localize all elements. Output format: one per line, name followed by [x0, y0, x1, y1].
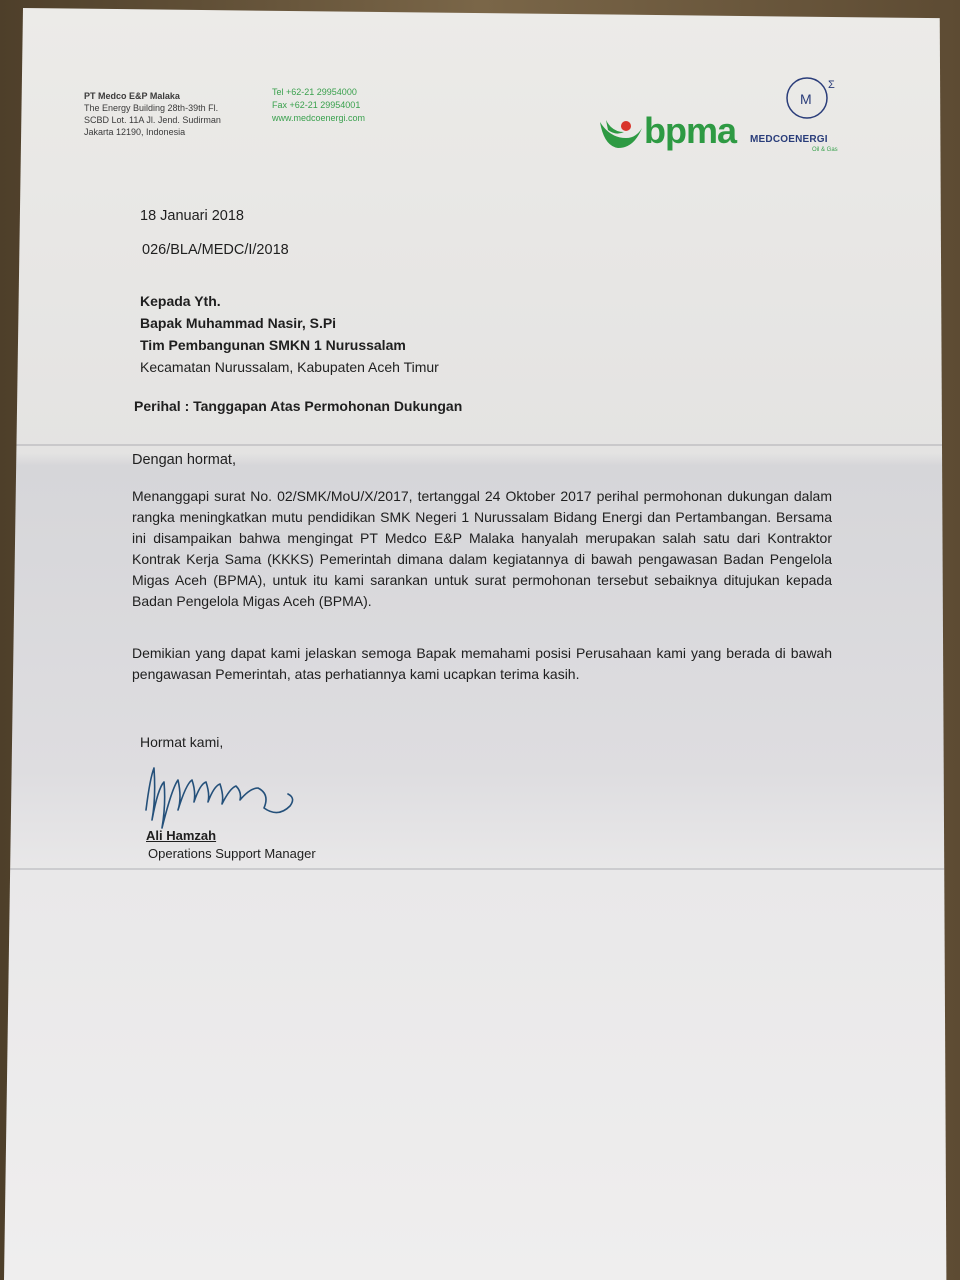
recipient-name: Bapak Muhammad Nasir, S.Pi	[140, 315, 337, 331]
phone-number: Tel +62-21 29954000	[272, 87, 357, 97]
address-line: SCBD Lot. 11A Jl. Jend. Sudirman	[84, 115, 221, 125]
medco-mark-letter: M	[800, 91, 812, 107]
letterhead-address	[84, 90, 221, 138]
medco-sigma-letter: Σ	[828, 79, 835, 91]
address-line: Jakarta 12190, Indonesia	[84, 127, 186, 137]
fax-number: Fax +62-21 29954001	[272, 100, 361, 110]
paper-fold-line	[4, 868, 954, 870]
recipient-team: Tim Pembangunan SMKN 1 Nurussalam	[140, 337, 406, 353]
recipient-block	[140, 290, 439, 378]
letterhead-contacts	[272, 86, 365, 125]
signer-title: Operations Support Manager	[148, 846, 316, 861]
medco-circle-icon	[750, 74, 860, 134]
bpma-wordmark: bpma	[644, 110, 737, 151]
bpma-swoosh-icon	[596, 108, 646, 154]
signer-name: Ali Hamzah	[146, 828, 217, 843]
recipient-to: Kepada Yth.	[140, 293, 221, 309]
handwritten-signature	[138, 758, 308, 838]
paper-fold-line	[4, 444, 954, 446]
website-link: www.medcoenergi.com	[272, 113, 366, 123]
medco-wordmark: MEDCOENERGI	[750, 134, 828, 145]
letter-subject: Perihal : Tanggapan Atas Permohonan Dukungan	[134, 398, 463, 414]
medcoenergi-logo	[750, 74, 860, 164]
letter-salutation: Dengan hormat,	[132, 452, 236, 468]
address-line: The Energy Building 28th-39th Fl.	[84, 103, 219, 113]
letter-closing: Hormat kami,	[140, 734, 224, 750]
letter-reference: 026/BLA/MEDC/I/2018	[142, 242, 289, 258]
letter-date: 18 Januari 2018	[140, 208, 244, 224]
recipient-location: Kecamatan Nurussalam, Kabupaten Aceh Timur	[140, 359, 439, 375]
letter-paragraph: Demikian yang dapat kami jelaskan semoga Bapak memahami posisi Perusahaan kami yang berada di bawah pengawasan Pemerintah, atas perhatiannya kami ucapkan terima kasih.	[132, 645, 832, 682]
bpma-logo	[596, 108, 746, 154]
medco-subtitle: Oil & Gas	[812, 147, 838, 153]
letter-paragraph: Menanggapi surat No. 02/SMK/MoU/X/2017, tertanggal 24 Oktober 2017 perihal permohonan dukungan dalam rangka meningkatkan mutu pendidikan SMK Negeri 1 Nurussalam Bidang Energi dan Pertambangan. Bersama ini disampaikan bahwa mengingat PT Medco E&P Malaka hanyalah merupakan salah satu dari Kontraktor Kontrak Kerja Sama (KKKS) Pemerintah dimana dalam kegiatannya di bawah pengawasan Badan Pengelola Migas Aceh (BPMA), untuk itu kami sarankan untuk surat permohonan tersebut sebaiknya ditujukan kepada Badan Pengelola Migas Aceh (BPMA).	[132, 488, 832, 609]
company-name: PT Medco E&P Malaka	[84, 91, 180, 101]
